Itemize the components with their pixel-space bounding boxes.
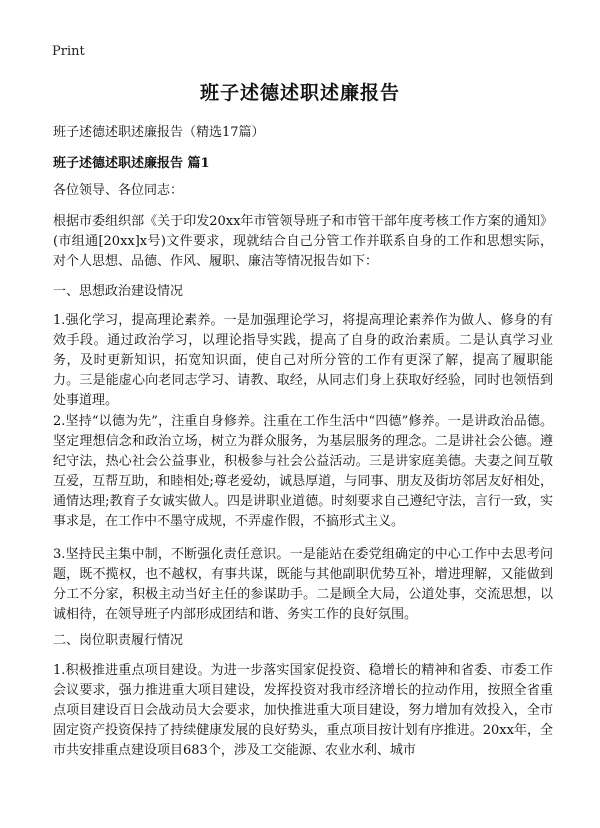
greeting-paragraph: 各位领导、各位同志： [53,183,184,198]
article-title: 班子述德述职述廉报告 篇1 [53,156,210,171]
document-subtitle: 班子述德述职述廉报告（精选17篇） [53,125,265,140]
paragraph-democratic-centralism: 3.坚持民主集中制，不断强化责任意识。一是能站在委党组确定的中心工作中去思考问题，既不揽权，也不越权，有事共谋，既能与其他副职优势互补，增进理解，又能做到分工不分家，积极主动当好主任的参谋助手。二是顾全大局，公道处事，交流思想，以诚相待，在领导班子内部形成团结和谐、务实工作的良好氛围。 [53,547,553,622]
print-link[interactable]: Print [52,44,85,59]
paragraph-morality: 2.坚持“以德为先”，注重自身修养。注重在工作生活中“四德”修养。一是讲政治品德。坚定理想信念和政治立场，树立为群众服务，为基层服务的理念。二是讲社会公德。遵纪守法，热心社会公益事业，积极参与社会公益活动。三是讲家庭美德。夫妻之间互敬互爱，互帮互助，和睦相处;尊老爱幼，诚恳厚道，与同事、朋友及街坊邻居友好相处，通情达理;教育子女诚实做人。四是讲职业道德。时刻要求自己遵纪守法，言行一致，实事求是，在工作中不墨守成规，不弄虚作假，不搞形式主义。 [53,414,553,529]
section-heading-duties: 二、岗位职责履行情况 [53,633,184,648]
paragraph-study: 1.强化学习，提高理论素养。一是加强理论学习，将提高理论素养作为做人、修身的有效手段。通过政治学习，以理论指导实践，提高了自身的政治素质。二是认真学习业务，及时更新知识，拓宽知识面，使自己对所分管的工作有更深了解，提高了履职能力。三是能虚心向老同志学习、请教、取经，从同志们身上获取好经验，同时也领悟到处事道理。 [53,313,553,408]
paragraph-key-projects: 1.积极推进重点项目建设。为进一步落实国家促投资、稳增长的精神和省委、市委工作会议要求，强力推进重大项目建设，发挥投资对我市经济增长的拉动作用，按照全省重点项目建设百日会战动员大会要求，加快推进重大项目建设，努力增加有效投入，全市固定资产投资保持了持续健康发展的良好势头，重点项目按计划有序推进。20xx年，全市共安排重点建设项目683个，涉及工交能源、农业水利、城市 [53,663,553,758]
section-heading-political: 一、思想政治建设情况 [53,284,184,299]
page-title: 班子述德述职述廉报告 [199,82,400,104]
intro-paragraph: 根据市委组织部《关于印发20xx年市管领导班子和市管干部年度考核工作方案的通知》(市组通[20xx]x号)文件要求，现就结合自己分管工作并联系自身的工作和思想实际，对个人思想、品德、作风、履职、廉洁等情况报告如下： [53,214,553,269]
